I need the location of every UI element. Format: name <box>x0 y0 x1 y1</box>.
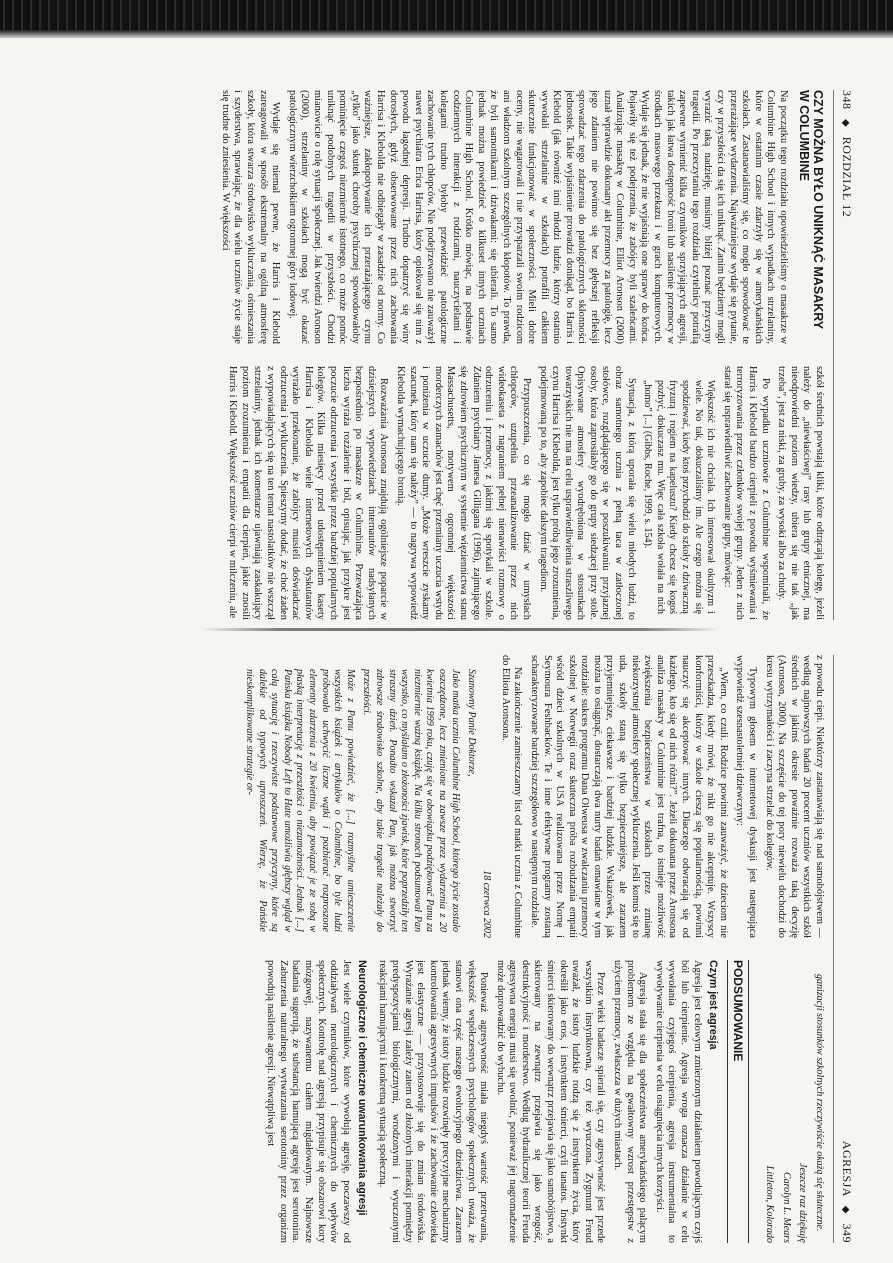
section-title: CZY MOŻNA BYŁO UNIKNĄĆ MASAKRY W COLUMBINE <box>797 90 825 329</box>
letter-paragraph: Może z Panu powiedzieć, że [...] rozmyślne umieszczenie wszystkich książek i artykułów o Columbine, bo tyle ludzi próbowało uchwycić liczne wątki i pozbierać rozproszone elementy zdarzenia z 20 kwietnia, aby powiązać je ze sobą w płaską interpretację z przeszłości o niezamożności. Jednak [...] Pańska książka Nobody Left to Hate umożliwia głębszy wgląd w całą sytuację i rzeczywiste podstawowe przyczyny, które są dalekie od typowych uproszczeń. Wierzę, że Pańskie nieskomplikowane strategie or- <box>244 669 356 932</box>
paragraph: szkół średnich powstają kliki, które odtrącają kolegę, jeżeli należy do „niewłaściwej” rasy lub grupy etnicznej, ma nieodpowiedni poziom wiedzy, ubiera się nie tak „jak trzeba”, jest za niski, za gruby, za wysoki albo za chudy. <box>776 366 825 620</box>
column-right <box>55 960 825 1243</box>
page-348 <box>45 90 860 620</box>
subsection-title: Czym jest agresja <box>706 960 719 1050</box>
page-number: 348 <box>840 90 855 110</box>
paragraph: Wydaje się niemal pewne, że Harris i Klebold zareagowali w sposób ekstremalny na ogólną atmosferę szkoły, która stwarza środowisko wykluczania, ośmieszania i szyderstwa, sprawiając, że dla wielu uczniów życie staje się trudne do zniesienia. W większości <box>219 90 282 344</box>
page-348-columns <box>55 90 825 620</box>
letter-signature: Carolyn L. Mears <box>780 1171 792 1243</box>
paragraph: Na początku tego rozdziału opowiedzieliśmy o masakrze w Columbine High School i innych wypadkach strzelaniny, które w ostatnim czasie zdarzyły się w amerykańskich szkołach. Zastanawialiśmy się, co mogło spowodować te przerażające wydarzenia. Najważniejsze wydaje się pytanie, czy w przyszłości da się ich uniknąć. Zanim będziemy mogli wyrazić taką nadzieję, musimy bliżej poznać przyczyny tragedii. Po przeczytaniu tego rozdziału czytelnicy potrafią zapewne wymienić kilka czynników sprzyjających agresji, takich jak łatwa dostępność broni lub nasilenie przemocy w środkach masowego przekazu i w grach komputerowych. Wydaje się jednak, że nie wyjaśniają one sprawy do końca. Pojawiły się też podejrzenia, że zabójcy byli szaleńcami. Analizując masakrę w Columbine, Elliot Aronson (2000) uznał wprawdzie dokonany akt przemocy za patologię, lecz jego zdaniem nie powinno się bez głębszej refleksji sprowadzać tego zdarzenia do patologicznych skłonności jednostek. Takie wyjaśnienie prowadzi donikąd, bo Harris i Klebold (jak również inni młodzi ludzie, którzy ostatnio wywołali strzelanine w szkołach) potrafili całkiem skutecznie funkcjonować w społeczności. Mieli dobre oceny, nie wagarowali i nie przysparzali swoim rodzicom ani władzom szkolnym szczególnych kłopotów. To prawda, że byli samotnikami i dziwakami: się ubierali. To samo jednak można powiedzieć o kilkuset innych uczniach Columbine High School. Krótko mówiąc, na podstawie codziennych interakcji z rodzicami, nauczycielami i kolegami trudno byłoby przewidzieć patologiczne zachowanie tych chłopców. Nie podejrzewano nie zauważył nawet psychiatra Erica Harrisa, który opiekował się nim z powodu łagodnej depresji. Trudno dopatrzyć się winy dorosłych, gdyż obserwowane przez nich zachowania Harrisa i Klebolda nie odbiegały w zasadzie od normy. Co ważniejsze, zakłopotywanie ich przerażającego czynu „tylko” jako skutek choroby psychicznej spowodowałoby pominięcie czegoś niezmiernie istotnego, co może pomóc uniknąć podobnych tragedii w przyszłości. Chodzi mianowicie o rolę sytuacji społecznej. Jak twierdzi Aronson (2000), strzelaniny w szkołach mogą być okazać patologicznym wierzchołkiem ogromnej góry lodowej. <box>286 90 789 344</box>
page-number: 349 <box>840 1223 855 1243</box>
paragraph: Sytuacja, z którą uporała się wielu młodych ludzi, to obraz samotnego ucznia z pełną taca w zatłoczonej stołówce, rozglądającego się w poszukiwaniu przyjaznej osoby, która zaprosiłaby go do grupy siedzącej przy stole. Opisywane atmosfery wyodrębniona w stosunkach towarzyskich nie ma na celu usprawiedliwienia straszliwego czynu Harrisa i Klebolda, jest tylko próbą jego zrozumienia, podejmowaną po to, aby zapobiec dalszym tragediom. <box>537 366 637 620</box>
summary-title: PODSUMOWANIE <box>727 960 749 1243</box>
letter-greeting: Szanowny Panie Doktorze, <box>466 669 478 777</box>
chapter-label: AGRESJA <box>840 1140 855 1197</box>
paragraph: Po wypadku uczniowie z Columbine wspominali, że Harris i Klebold bardzo cierpieli z powodu wyśmiewania i terroryzowania przez członków swojej grupy. Jeden z nich starał się usprawiedliwić zachowanie grupy, mówiąc: <box>721 366 771 620</box>
paragraph: Przypuszczenia, co się mogło dziać w umysłach chłopców, uzupełnia przeanalizowanie przez nich wideokaseta z nagraniem pełnej nienawiści rozmowy o odrzuceniu i przemocy, z jakimi się spotykali w szkole. Zdaniem psychiatry Jamesa Gilligana (1996), zajmującego się zdrowiem psychicznym w systemie więziennictwa stanu Massachusetts, motywem ogromnej większości morderczych zamachów jest chęć przemiany uczucia wstydu i poniżenia w uczucie dumy. „Może wreszcie zyskamy szacunek, który nam się należy” — to nagrywa wypowiedź Klebolda wymachującego bronią. <box>395 366 532 620</box>
book-gutter <box>200 628 720 631</box>
column-left <box>55 655 825 938</box>
column-left <box>55 90 825 344</box>
block-quote: Większość ich nie chciała. Ich interesował okultyzm i wiele. No tak, dokuczaliśmy im. Ale czego można się spodziewać, kiedy ktoś przychodzi do szkoły z dziwaczną fryzurą i rogiem na kapeluszu? Kiedy chcesz się kogoś pozbyć, dokuczasz mu. Więc cała szkoła wołała na nich „homo” [...] (Gibbs, Roche, 1999, s. 154). <box>642 380 717 614</box>
subsection-title: Neurologiczne i chemiczne uwarunkowania agresji <box>355 960 368 1216</box>
paragraph: „Wiem, co czuli. Rodzice powinni zauważyć, że dzieciom nie przeszkadza, kiedy mówi, że nikt go nie akceptuje. Wszyscy konformiści, którzy w szkole cieszą się popularnością, powinni nauczyć się akceptować innych. Dlaczego odwracają się od każdego, kto się od nich różni?”. Jeżeli dokonana przez Aronsona analiza masakry w Columbine jest trafna, to istnieje możliwość zwiększenia bezpieczeństwa w szkołach przez zmianę niekorzystnej atmosfery społecznej wykluczenia. Jeśli komuś się to uda, szkoły staną się tylko bezpieczniejsze, ale zarazem przyjemniejsze, ciekawsze i bardziej ludzkie. Wskazówek, jak można to osiągnąć, dostarczają dwa nurty badań omawiane w tym rozdziale: sukces programu Dana Olweusa w zwalczaniu przemocy szkolnej w Norwegii oraz skuteczna próba rozbudzania empatii wśród dzieci szkolnych w USA realizowana przez Nornę i Seymoura Feshbacków. Te i inne efektywne programy zostaną scharakteryzowane bardziej szczegółowo w następnym rozdziale. <box>528 655 729 938</box>
paragraph: Agresja stała się dla społeczeństwa amerykańskiego palącym problemem ze względu na gwałtowny wzrost przestępstw z użyciem przemocy, zwłaszcza w dużych miastach. <box>612 960 649 1243</box>
paragraph: Jest wiele czynników, które wywołują agresję, poczawszy od oddziaływań neurologicznych i chemicznych do wpływów społecznych. Kontrolę nad agresją przypisuje się obszarowi kory mózgowej, nazywanemu ciałem migdałowatym. Najnowsze badania sugerują, że substancją hamującą agresję jest serotonina. Zaburzenia naturalnego wytwarzania serotoniny przez organizm powodują nasilenie agresji. Niewątpliwą jest <box>265 960 352 1243</box>
paragraph: z powodu ciepi. Niektórzy zastanawiają się nad samobójstwem — według najnowszych badań 20 procent uczniów wszystkich szkół średnich w jakimś okresie poważnie rozważa taką decyzję (Aronson, 2000). Na szczęście do tej pory niewielu dochodzi do kresu wytrzymałości i zaczyna strzelać do kolegów. <box>763 655 825 938</box>
running-head-349 <box>833 655 860 1243</box>
page-349 <box>45 655 860 1243</box>
letter-date: 18 czerwca 2002 <box>481 870 493 938</box>
letter-paragraph: Jako matka ucznia Columbine High School, którego życie zostało oszczędzone, lecz zmienione na zawsze przez wydarzenia z 20 kwietnia 1999 roku, czuję się w obowiązku podziękować Panu za niezmiernie ważną książkę. Na kilku stronach podsumował Pan wszystko, co myślałam o złożoności zjawisk, które poprzedziły ten straszny dzień. Ponadto wskazał Pan, jak można stworzyć zdrowsze środowisko szkolne, aby takie tragedie należały do przeszłości. <box>361 669 461 932</box>
diamond-icon: ◆ <box>840 1205 852 1214</box>
running-head-348 <box>833 90 860 620</box>
letter-paragraph: ganizacji stosunków szkolnych rzeczywiście okażą się skuteczne. <box>814 974 825 1232</box>
scanner-edge <box>0 0 893 38</box>
paragraph: Przez wieki badacze spierali się, czy agresywność jest przede wszystkim instynktowna, czy też wyuczona. Zygmunt Freud uważał, że istoty ludzkie rodzą się z instynktem życia, który określił jako eros, i instynktem śmierci, czyli tanatos. Instynkt śmierci skierowany do wewnątrz przejawia się jako samobójstwo, a skierowany na zewnątrz przejawia się jako wrogość, destrukcyjność i morderstwo. Według hydraulicznej teorii Freuda agresywna energia musi się uwolnić, ponieważ jej nagromadzenie może doprowadzić do wybuchu. <box>494 960 607 1243</box>
diamond-icon: ◆ <box>840 119 852 128</box>
paragraph: Ponieważ agresywność miała niegdyś wartość przetrwania, większość współczesnych psychologów społecznych uważa, że stanowi ona część naszego ewolucyjnego dziedzictwa. Zarazem jednak wiemy, że istoty ludzkie rozwinęły precyzyjne mechanizmy kontrolowania agresywnych impulsów i że zachowanie człowieka jest elastyczne — przystosowuje się do zmian środowiska. Wyrażanie agresji zależy zatem od złożonych interakcji pomiędzy predyspozycjami biologicznymi, wrodzonymi i wyuczonymi reakcjami hamującymi i konkretną sytuacją społeczną. <box>377 960 490 1243</box>
paragraph: Agresja jest celowym zmierzonym działaniem powodującym czyjś ból lub cierpienie. Agresja wroga oznacza działanie w celu wywołania czyjegoś cierpienia, agresja instrumentalna to wywoływanie cierpienia w celu osiągnięcia innych korzyści. <box>653 960 703 1243</box>
letter-location: Littleton, Kolorado <box>764 1165 776 1243</box>
paragraph: Typowym głosem w internetowej dyskusji jest następująca wypowiedź szesnastoletniej dziewczyny: <box>734 655 759 938</box>
chapter-label: ROZDZIAŁ 12 <box>840 136 855 218</box>
page-349-columns <box>55 655 825 1243</box>
paragraph: Rozważania Aronsona znajdują ogólniejsze poparcie w dzisiejszych wypowiedziach internautów nadsyłanych bezpośrednio po masakrze w Columbine. Przeważająca liczba wyraża rozżalenie i ból, opisując, jak przykre jest poczucie odrzucenia i wszystkie przez bardziej popularnych kolegów. Kilka miesięcy przed udostępnieniem kasety Harrisa i Klebolda wiele internetowych dyskutantów wyrażało przekonanie, że zabójcy musieli doświadczać odrzucenia i wykluczenia. Spieszymy dodać, że choć żaden z wypowiadających się na ten temat nastolatków nie wszczął strzelaniny, jednak ich komentarze ujawniają zaskakujący poziom zrozumienia i empatii dla cierpień, jakie znosili Harris i Klebold. Większość uczniów cierpi w milczeniu, ale <box>227 366 390 620</box>
column-right <box>55 366 825 620</box>
paragraph: Na zakończenie zamieszczamy list od matki ucznia z Columbine do Elliota Aronsona. <box>499 655 524 938</box>
letter-closing: Jeszcze raz dziękuję <box>797 1163 809 1243</box>
